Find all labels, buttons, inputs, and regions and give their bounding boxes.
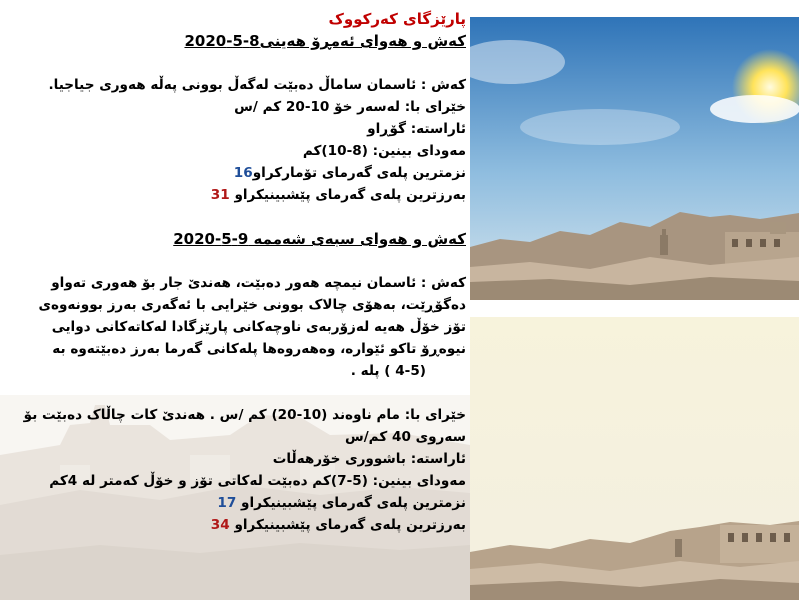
day2-sky-line: کەش : ئاسمان نیمچە هەور دەبێت، هەندێ جار بۆ هەوری تەواو — [51, 275, 466, 291]
day2-wind-line: خێرای با: مام ناوەند (10-20) کم /س . هەندێ کات چاڵاک دەبێت بۆ — [23, 407, 466, 423]
day2-min-temp — [0, 492, 466, 514]
day2-max-label: بەرزترین پلەی گەرمای پێشبینیکراو — [234, 517, 466, 533]
day2-direction: ئاراستە: باشووری خۆرهەڵات — [272, 451, 466, 467]
day1-min-temp — [0, 162, 466, 184]
citadel-sun-image — [470, 17, 799, 300]
day2-heading: کەش و هەوای سبەی شەممە 9-5-2020 — [173, 230, 466, 248]
citadel-photo-top — [470, 17, 799, 300]
day2-min-value: 17 — [217, 495, 237, 511]
day2-min-label: نزمترین پلەی گەرمای پێشبینیکراو — [241, 495, 466, 511]
citadel-pale-image — [470, 317, 799, 600]
day1-min-value: 16 — [233, 165, 253, 181]
day2-visibility: مەودای بینین: (5-7)کم دەبێت لەکاتی تۆز و خۆڵ کەمتر لە 4کم — [49, 473, 466, 489]
spacer — [0, 206, 466, 228]
day2-sky-line: تۆز خۆڵ هەیە لەزۆربەی ناوچەکانی پارێزگادا لەکاتەکانی دوایی — [51, 319, 466, 335]
spacer — [0, 382, 466, 404]
day1-visibility: مەودای بینین: (8-10)کم — [302, 143, 466, 159]
day1-heading: کەش و هەوای ئەمڕۆ هەینی8-5-2020 — [184, 32, 466, 50]
day1-max-temp — [0, 184, 466, 206]
day1-direction: ئاراستە: گۆڕاو — [367, 121, 466, 137]
day2-sky-line: دەگۆڕێت، بەهۆی چالاک بوونی خێرایی با ئەگەری بەرز بوونەوەی — [38, 297, 466, 313]
day2-wind-line: سەروی 40 کم/س — [344, 429, 466, 445]
day1-sky: کەش : ئاسمان ساماڵ دەبێت لەگەڵ بوونی پەڵە هەوری جیاجیا. — [48, 77, 466, 93]
day2-sky-line: نیوەڕۆ تاکو ئێوارە، وەهەروەها پلەکانی گەرما بەرز دەبێتەوە بە — [52, 341, 466, 357]
day2-max-value: 34 — [210, 517, 230, 533]
day2-max-temp — [0, 514, 466, 536]
day2-sky-line: (4-5 ) پلە . — [350, 363, 426, 379]
citadel-photo-bottom — [470, 317, 799, 600]
forecast-text — [0, 8, 466, 536]
day1-wind: خێرای با: لەسەر خۆ 10-20 کم /س — [234, 99, 466, 115]
day1-max-value: 31 — [210, 187, 230, 203]
spacer — [0, 250, 466, 272]
day1-min-label: نزمترین پلەی گەرمای تۆمارکراو — [252, 165, 466, 181]
province-title: پارێزگای کەرکووک — [328, 10, 466, 28]
spacer — [0, 52, 466, 74]
day1-max-label: بەرزترین پلەی گەرمای پێشبینیکراو — [234, 187, 466, 203]
